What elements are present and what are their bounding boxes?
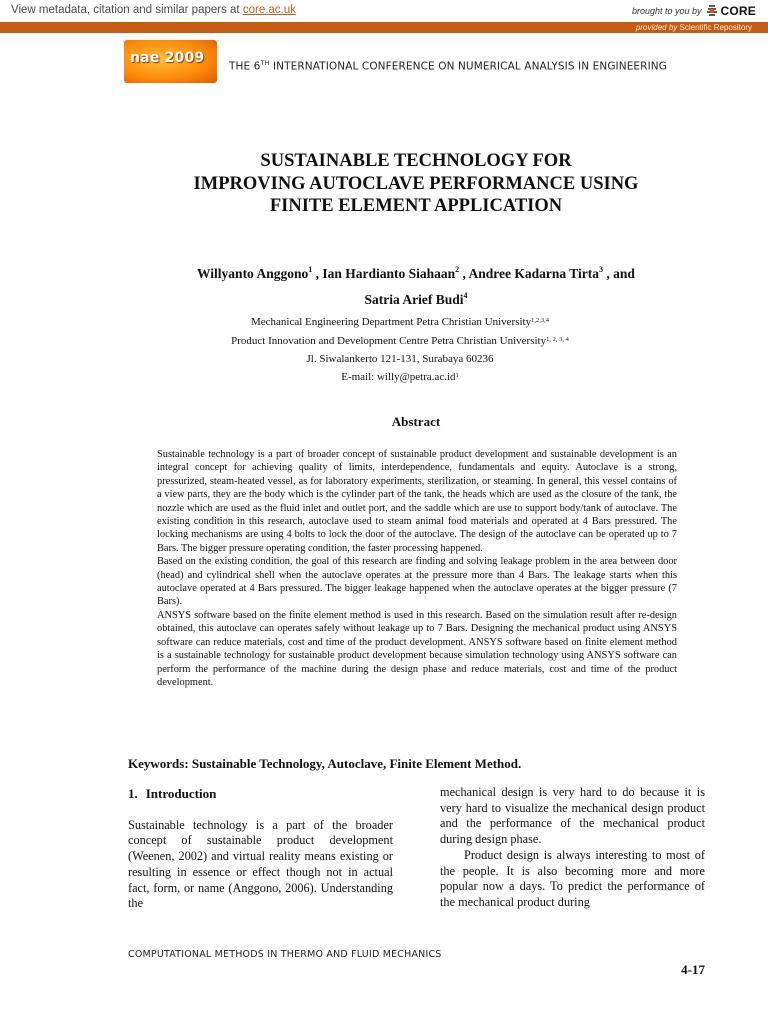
title-line-3: FINITE ELEMENT APPLICATION <box>269 196 563 216</box>
address-line <box>0 351 768 369</box>
section-number: 1. <box>128 786 138 801</box>
address-text: Jl. Siwalankerto 121-131, Surabaya 60236 <box>306 353 494 365</box>
author-separator: , <box>312 266 323 281</box>
conference-logo <box>124 40 217 83</box>
provider-name: Scientific Repository <box>679 23 752 32</box>
section-heading <box>128 786 393 802</box>
affiliation-sup: 1,2,3,4 <box>531 317 549 324</box>
author-sup: 1 <box>308 265 313 274</box>
author-line-2 <box>0 288 768 314</box>
paper-title <box>0 150 768 218</box>
abstract-paragraph: ANSYS software based on the finite element method is used in this research. Based on the simulation result after re-design obtained, this autoclave can operates safely without leakage up to 7 Bars. Designing the mechanical product using ANSYS software can reduce materials, cost and time of the product development. ANSYS software based on finite element method is a sustainable technology for sustainable product development because simulation technology using ANSYS software can perform the performance of the machine during the design phase and reduce materials, cost and time of the product development. <box>157 609 677 688</box>
author-and: , and <box>603 266 635 281</box>
core-logo-icon <box>706 4 718 18</box>
brought-by[interactable] <box>632 3 756 19</box>
author-sup: 2 <box>455 265 460 274</box>
author-name: Satria Arief Budi <box>364 292 464 307</box>
keywords: Keywords: Sustainable Technology, Autoclave, Finite Element Method. <box>128 756 522 771</box>
conference-title <box>229 59 667 73</box>
provided-by-prefix: provided by <box>635 23 678 32</box>
author-line-1 <box>0 262 768 288</box>
author-separator: , <box>459 266 469 281</box>
author-list <box>0 262 768 314</box>
affiliation-line <box>0 314 768 333</box>
body-paragraph: Sustainable technology is a part of the broader concept of sustainable product development (Weenen, 2002) and virtual reality means existing or resulting in essence or effect though not in actual fact, form, or name (Anggono, 2006). Understanding the <box>128 817 393 911</box>
author-name: Ian Hardianto Siahaan <box>322 266 456 281</box>
metadata-notice <box>11 4 296 16</box>
core-header-bar <box>0 0 768 22</box>
conference-title-sup: TH <box>260 59 270 67</box>
journal-footer: COMPUTATIONAL METHODS IN THERMO AND FLUID MECHANICS <box>128 949 442 960</box>
brought-by-text: brought to you by <box>631 6 702 16</box>
abstract-paragraph: Sustainable technology is a part of broader concept of sustainable product development and sustainable development is an integral concept for achieving quality of limits, interdependence, fundamentals and equity. Autoclave is a strong, pressurized, steam-heated vessel, as for laboratory experiments, sterilization, or steaming. In general, this vessel contains of a view parts, they are the body which is the cylinder part of the tank, the heads which are used as the closure of the tank, the nozzle which are used as the fluid inlet and outlet port, and the saddle which are use to support body/tank of autoclave. The existing condition in this research, autoclave used to steam animal food materials and operated at 4 Bars pressured. The locking mechanisms are using 4 bolts to lock the door of the autoclave. The design of the autoclave can be operated up to 7 Bars. The bigger pressure operating condition, the faster processing happened. <box>157 449 677 554</box>
right-column <box>440 785 705 911</box>
section-title: Introduction <box>145 786 217 801</box>
metadata-text: View metadata, citation and similar papers at <box>11 4 240 16</box>
body-paragraph: Product design is always interesting to most of the people. It is also becoming more and more popular now a days. To predict the performance of the mechanical product during <box>440 847 705 909</box>
provided-by-bar <box>0 22 768 33</box>
author-sup: 4 <box>463 291 468 300</box>
title-line-1: SUSTAINABLE TECHNOLOGY FOR <box>260 151 572 171</box>
affiliations <box>0 314 768 387</box>
email-line <box>0 369 768 388</box>
affiliation-text: Product Innovation and Development Centre Petra Christian University <box>231 334 547 347</box>
author-name: Andree Kadarna Tirta <box>468 266 600 281</box>
title-line-2: IMPROVING AUTOCLAVE PERFORMANCE USING <box>193 173 639 194</box>
conference-title-post: INTERNATIONAL CONFERENCE ON NUMERICAL ANALYSIS IN ENGINEERING <box>269 60 667 73</box>
affiliation-line <box>0 333 768 352</box>
conference-title-pre: THE 6 <box>229 60 261 73</box>
author-sup: 3 <box>599 265 604 274</box>
page-number: 4-17 <box>681 962 705 977</box>
author-name: Willyanto Anggono <box>197 266 309 281</box>
left-column <box>128 786 393 912</box>
core-link[interactable]: core.ac.uk <box>242 4 296 16</box>
email-sup: 1 <box>455 371 459 379</box>
abstract-body <box>157 448 677 689</box>
body-paragraph: mechanical design is very hard to do because it is very hard to visualize the mechanical design product and the performance of the mechanical product during design phase. <box>440 785 705 847</box>
email-text: E-mail: willy@petra.ac.id <box>341 370 456 383</box>
conference-logo-text: nae 2009 <box>130 50 205 66</box>
affiliation-text: Mechanical Engineering Department Petra Christian University <box>251 316 532 328</box>
core-brand: CORE <box>720 4 756 18</box>
affiliation-sup: 1, 2, 3, 4 <box>546 335 569 343</box>
provided-by[interactable] <box>636 22 752 33</box>
abstract-heading: Abstract <box>391 414 441 429</box>
abstract-paragraph: Based on the existing condition, the goal of this research are finding and solving leakage problem in the area between door (head) and cylindrical shell when the autoclave operates at the pressure more than 4 Bars. The leakage starts when this autoclave operated at 4 Bars pressured. The bigger leakage happened when the autoclave operates at the bigger pressure (7 Bars). <box>157 556 677 608</box>
